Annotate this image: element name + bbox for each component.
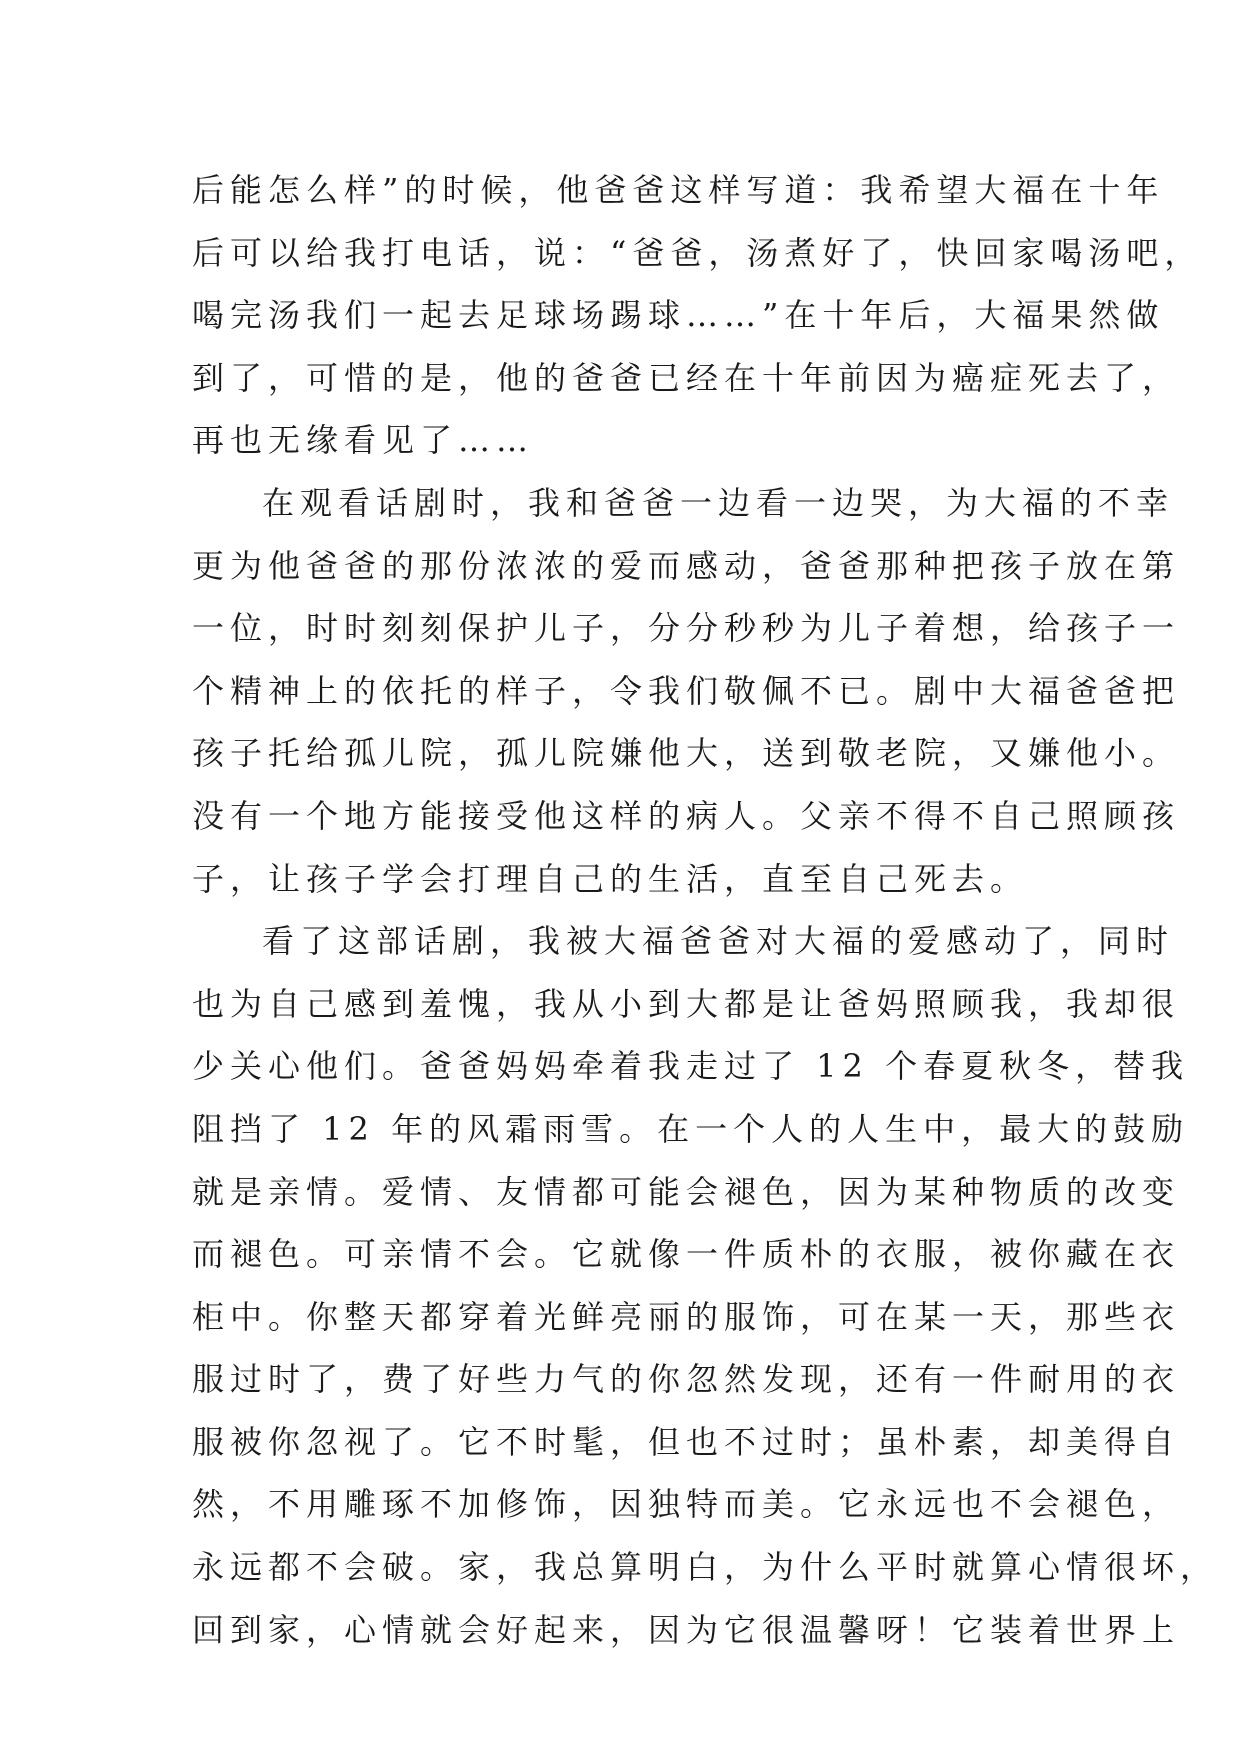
text-line: 到了，可惜的是，他的爸爸已经在十年前因为癌症死去了，	[192, 358, 1181, 397]
text-line: 子，让孩子学会打理自己的生活，直至自己死去。	[192, 859, 1029, 898]
text-line: 后能怎么样”的时候，他爸爸这样写道：我希望大福在十年	[192, 171, 1165, 209]
text-line: 服被你忽视了。它不时髦，但也不过时；虽朴素，却美得自	[192, 1422, 1181, 1461]
text-line: 喝完汤我们一起去足球场踢球……”在十年后，大福果然做	[192, 296, 1165, 335]
text-line: 服过时了，费了好些力气的你忽然发现，还有一件耐用的衣	[192, 1360, 1181, 1399]
paragraph-first-line: 在观看话剧时，我和爸爸一边看一边哭，为大福的不幸	[262, 483, 1175, 522]
text-line: 个精神上的依托的样子，令我们敬佩不已。剧中大福爸爸把	[192, 671, 1181, 710]
text-line: 更为他爸爸的那份浓浓的爱而感动，爸爸那种把孩子放在第	[192, 546, 1181, 585]
text-line: 少关心他们。爸爸妈妈牵着我走过了 12 个春夏秋冬，替我	[192, 1047, 1190, 1086]
text-line: 回到家，心情就会好起来，因为它很温馨呀！它装着世界上	[192, 1610, 1181, 1649]
text-line: 再也无缘看见了……	[192, 421, 535, 460]
text-line: 孩子托给孤儿院，孤儿院嫌他大，送到敬老院，又嫌他小。	[192, 734, 1181, 773]
text-line: 就是亲情。爱情、友情都可能会褪色，因为某种物质的改变	[192, 1172, 1181, 1211]
text-line: 后可以给我打电话，说：“爸爸，汤煮好了，快回家喝汤吧，	[192, 233, 1203, 272]
paragraph-first-line: 看了这部话剧，我被大福爸爸对大福的爱感动了，同时	[262, 922, 1175, 961]
text-line: 然，不用雕琢不加修饰，因独特而美。它永远也不会褪色，	[192, 1485, 1181, 1524]
text-line: 阻挡了 12 年的风霜雨雪。在一个人的人生中，最大的鼓励	[192, 1109, 1190, 1148]
text-line: 一位，时时刻刻保护儿子，分分秒秒为儿子着想，给孩子一	[192, 609, 1181, 648]
text-line: 也为自己感到羞愧，我从小到大都是让爸妈照顾我，我却很	[192, 984, 1181, 1023]
text-line: 而褪色。可亲情不会。它就像一件质朴的衣服，被你藏在衣	[192, 1235, 1181, 1274]
text-line: 柜中。你整天都穿着光鲜亮丽的服饰，可在某一天，那些衣	[192, 1297, 1181, 1336]
text-line: 没有一个地方能接受他这样的病人。父亲不得不自己照顾孩	[192, 796, 1181, 835]
text-line: 永远都不会破。家，我总算明白，为什么平时就算心情很坏，	[192, 1548, 1219, 1587]
document-body	[192, 159, 1219, 1661]
